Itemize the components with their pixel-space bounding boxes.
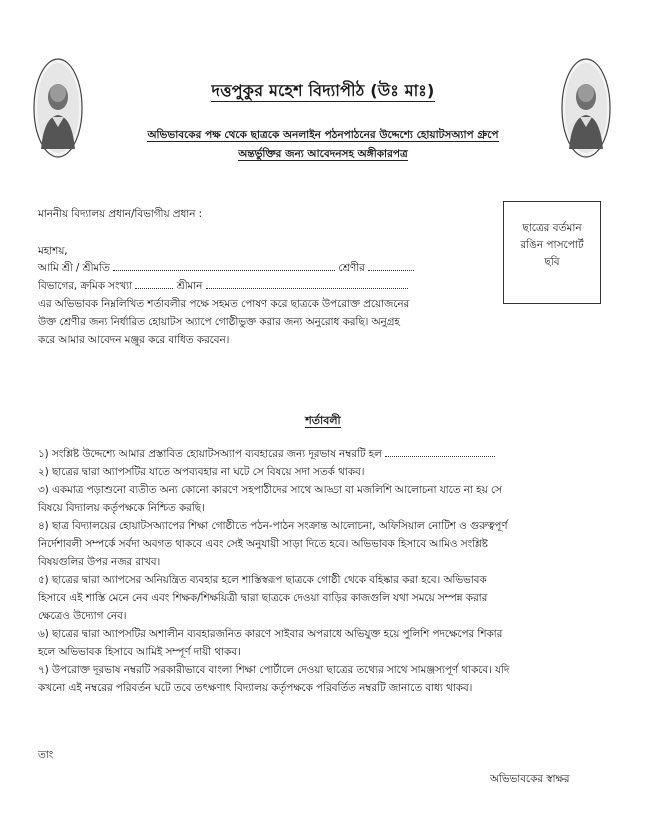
section-line-prefix: বিভাগের, ক্রমিক সংখ্যা bbox=[38, 280, 133, 292]
portrait-left-image bbox=[32, 57, 84, 159]
addressee-line: মাননীয় বিদ্যালয় প্রধান/বিভাগীয় প্রধান : bbox=[38, 208, 203, 220]
conditions-list bbox=[38, 445, 598, 697]
condition-line: নির্দেশাবলী সম্পর্কে সর্বদা অবগত থাকবে এবং সেই অনুযায়ী সাড়া দিতে হবে। অভিভাবক হিসাবে আমিও সংশ্লিষ্ট bbox=[38, 538, 488, 550]
condition-line: ২) ছাত্রের দ্বারা অ্যাপসটির যাতে অপব্যবহার না ঘটে সে বিষয়ে সদা সতর্ক থাকব। bbox=[38, 466, 365, 478]
conditions-heading bbox=[0, 412, 646, 431]
condition-line: ক্ষেত্রেও উদ্যোগ নেব। bbox=[38, 610, 127, 622]
phone-number-field[interactable] bbox=[385, 447, 495, 457]
photo-box-line-1: ছাত্রের বর্তমান bbox=[522, 222, 582, 234]
school-title bbox=[0, 78, 646, 105]
photo-box-line-2: রঙিন পাসপোর্ট bbox=[520, 239, 584, 251]
condition-line: ৬) ছাত্রের দ্বারা অ্যাপসটির অশালীন ব্যবহারজনিত কারণে সাইবার অপরাধে অভিযুক্ত হয়ে পুলিশি পদক্ষেপের শিকার bbox=[38, 628, 503, 640]
student-label: শ্রীমান bbox=[176, 280, 203, 292]
portrait-right-image bbox=[560, 57, 612, 159]
student-name-field[interactable] bbox=[206, 279, 408, 289]
name-line bbox=[38, 261, 414, 278]
condition-line: হিসাবে এই শাস্তি মেনে নেব এবং শিক্ষক/শিক্ষয়িত্রী দ্বারা ছাত্রকে দেওয়া বাড়ির কাজগুলি যথা সময়ে সম্পন্ন করার bbox=[38, 592, 488, 604]
name-line-prefix: আমি শ্রী / শ্রীমতি bbox=[38, 262, 110, 274]
section-line bbox=[38, 279, 408, 296]
subtitle-line-2 bbox=[90, 145, 556, 164]
body-line-1: এর অভিভাবক নিম্নলিখিত শর্তাবলীর পক্ষে সহমত পোষণ করে ছাত্রকে উপরোক্ত প্রয়োজনের bbox=[38, 298, 410, 310]
school-title-text: দত্তপুকুর মহেশ বিদ্যাপীঠ (উঃ মাঃ) bbox=[211, 81, 435, 100]
date-label: তাং bbox=[38, 749, 54, 761]
body-line-2: উক্ত শ্রেণীর জন্য নির্ধারিত হোয়াটস অ্যাপে গোষ্ঠীভুক্ত করার জন্য অনুরোধ করছি। অনুগ্রহ bbox=[38, 316, 400, 328]
class-field[interactable] bbox=[368, 261, 414, 271]
photo-box-line-3: ছবি bbox=[544, 256, 560, 268]
salutation: মহাশয়, bbox=[38, 245, 68, 257]
condition-line: হলে অভিভাবক হিসাবে আমিই সম্পূর্ণ দায়ী থাকব। bbox=[38, 646, 241, 658]
roll-number-field[interactable] bbox=[135, 279, 173, 289]
photo-box bbox=[503, 201, 601, 304]
guardian-name-field[interactable] bbox=[113, 261, 335, 271]
condition-line: বিষয়ে বিদ্যালয় কর্তৃপক্ষকে নিশ্চিত করছি। bbox=[38, 502, 205, 514]
subtitle-line-1-text: অভিভাবকের পক্ষ থেকে ছাত্রকে অনলাইন পঠনপাঠনের উদ্দেশ্যে হোয়াটসঅ্যাপ গ্রুপে bbox=[147, 129, 499, 141]
subtitle-line-2-text: অন্তর্ভুক্তির জন্য আবেদনসহ অঙ্গীকারপত্র bbox=[238, 148, 408, 160]
conditions-heading-text: শর্তাবলী bbox=[305, 414, 341, 427]
class-label: শ্রেণীর bbox=[338, 262, 365, 274]
condition-line: ৩) একমাত্র পড়াশুনো ব্যতীত অন্য কোনো কারণে সহপাঠীদের সাথে আড্ডা বা মজলিশি আলোচনা যাতে না হয় সে bbox=[38, 484, 502, 496]
form-subtitle bbox=[90, 126, 556, 164]
condition-line: কখনো এই নম্বরের পরিবর্তন ঘটে তবে তৎক্ষণাৎ বিদ্যালয় কর্তৃপক্ষকে পরিবর্তিত নম্বরটি জানাতে বাধ্য থাকব। bbox=[38, 682, 473, 694]
guardian-signature-label: অভিভাবকের স্বাক্ষর bbox=[490, 773, 570, 785]
condition-line: বিষয়গুলির উপর নজর রাখব। bbox=[38, 556, 161, 568]
condition-line bbox=[38, 445, 598, 463]
condition-line-text: ১) সংশ্লিষ্ট উদ্দেশ্যে আমার প্রস্তাবিত হোয়াটসঅ্যাপ ব্যবহারের জন্য দূরভাষ নম্বরটি হল bbox=[38, 448, 382, 460]
condition-line: ৭) উপরোক্ত দূরভাষ নম্বরটি সরকারীভাবে বাংলা শিক্ষা পোর্টালে দেওয়া ছাত্রের তথ্যের সাথে সামঞ্জস্যপূর্ণ থাকবে। যদি bbox=[38, 664, 510, 676]
condition-line: ৫) ছাত্রের দ্বারা অ্যাপসের অনিয়ন্ত্রিত ব্যবহার হলে শাস্তিস্বরূপ ছাত্রকে গোষ্ঠী থেকে বহিষ্কার করা হবে। অভিভাবক bbox=[38, 574, 487, 586]
subtitle-line-1 bbox=[90, 126, 556, 145]
body-line-3: করে আমার আবেদন মঞ্জুর করে বাধিত করবেন। bbox=[38, 334, 230, 346]
condition-line: ৪) ছাত্র বিদ্যালয়ের হোয়াটসঅ্যাপের শিক্ষা গোষ্ঠীতে পঠন-পাঠন সংক্রান্ত আলোচনা, অফিসিয়াল নোটিশ ও গুরুত্বপূর্ণ bbox=[38, 520, 508, 532]
